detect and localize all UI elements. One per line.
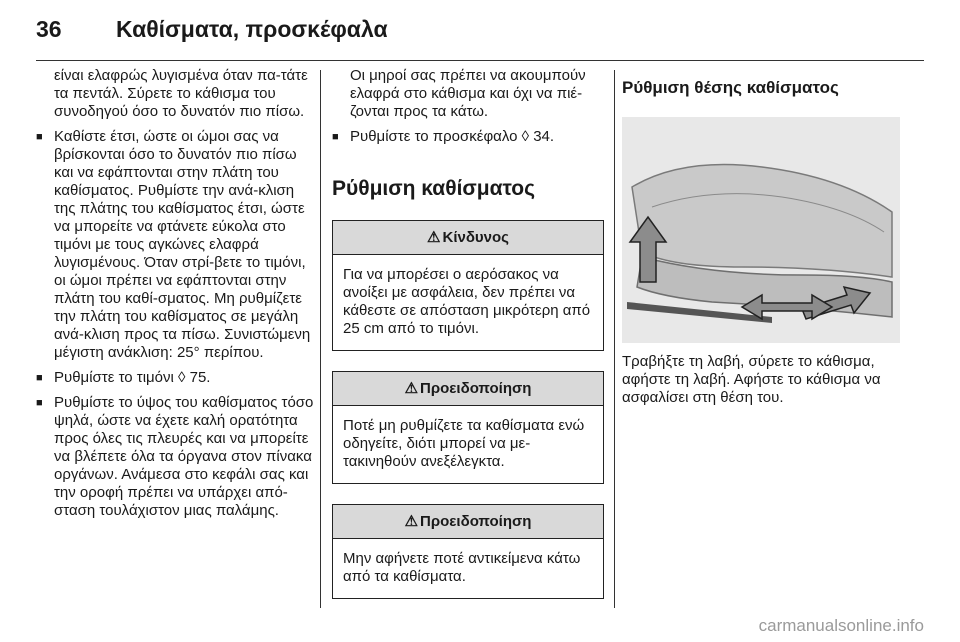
- notice-title: Κίνδυνος: [442, 228, 509, 246]
- bullet-item: ■ Ρυθμίστε το τιμόνι ◊ 75.: [36, 369, 316, 387]
- notice-header: [333, 505, 603, 539]
- warning-icon: ⚠: [427, 228, 441, 246]
- paragraph: είναι ελαφρώς λυγισμένα όταν πα-τάτε τα πεντάλ. Σύρετε το κάθισμα του συνοδηγού όσο το δυνατόν πιο πίσω.: [54, 67, 308, 120]
- warning-icon: ⚠: [404, 379, 419, 397]
- page-title: Καθίσματα, προσκέφαλα: [116, 16, 388, 42]
- column-2: [332, 67, 604, 619]
- notice-body: Για να μπορέσει ο αερόσακος να ανοίξει με ασφάλεια, δεν πρέπει να κάθεστε σε απόσταση μικρότερη από 25 cm από το τιμόνι.: [343, 266, 591, 337]
- bullet-item: ■ Ρυθμίστε το προσκέφαλο ◊ 34.: [332, 128, 604, 146]
- danger-notice: [332, 220, 604, 351]
- notice-header: [333, 372, 603, 406]
- subheading: Ρύθμιση θέσης καθίσματος: [622, 78, 839, 97]
- notice-body: Ποτέ μη ρυθμίζετε τα καθίσματα ενώ οδηγείτε, διότι μπορεί να με-τακινηθούν ανεξέλεγκτα.: [343, 417, 585, 470]
- notice-title: Προειδοποίηση: [420, 379, 532, 397]
- notice-body: Μην αφήνετε ποτέ αντικείμενα κάτω από τα καθίσματα.: [343, 550, 581, 585]
- page-number: 36: [36, 16, 62, 42]
- header-divider: [36, 60, 924, 61]
- notice-title: Προειδοποίηση: [420, 512, 532, 530]
- notice-header: [333, 221, 603, 255]
- warning-icon: ⚠: [404, 512, 419, 530]
- watermark: carmanualsonline.info: [758, 616, 924, 635]
- column-divider: [614, 70, 615, 608]
- warning-notice: [332, 504, 604, 599]
- seat-adjustment-illustration: [622, 117, 900, 343]
- paragraph: Οι μηροί σας πρέπει να ακουμπούν ελαφρά στο κάθισμα και όχι να πιέ-ζονται προς τα κάτω.: [350, 67, 586, 120]
- column-divider: [320, 70, 321, 608]
- column-3: [622, 77, 912, 407]
- bullet-item: ■ Ρυθμίστε το ύψος του καθίσματος τόσο ψηλά, ώστε να έχετε καλή ορατότητα προς όλες τις πλευρές και να μπορείτε να βλέπετε όλα τα όργανα στον πίνακα οργάνων. Ανάμεσα στο κεφάλι σας και την οροφή πρέπει να υπάρχει από-σταση τουλάχιστον μιας παλάμης.: [36, 394, 316, 520]
- column-1: [36, 67, 316, 520]
- section-heading: Ρύθμιση καθίσματος: [332, 177, 536, 200]
- warning-notice: [332, 371, 604, 484]
- figure-caption: Τραβήξτε τη λαβή, σύρετε το κάθισμα, αφήστε τη λαβή. Αφήστε το κάθισμα να ασφαλίσει στη θέση του.: [622, 353, 881, 406]
- bullet-item: ■ Καθίστε έτσι, ώστε οι ώμοι σας να βρίσκονται όσο το δυνατόν πιο πίσω και να εφάπτονται στην πλάτη του καθίσματος. Ρυθμίστε την ανά-κλιση της πλάτης του καθίσματος έτσι, ώστε να μπορείτε να φτάνετε εύκολα στο τιμόνι με τους αγκώνες ελαφρά λυγισμένους. Όταν στρί-βετε το τιμόνι, οι ώμοι πρέπει να εφάπτονται στην πλάτη του καθί-σματος. Μη ρυθμίζετε την πλάτη του καθίσματος σε μεγάλη ανά-κλιση προς τα πίσω. Συνιστώμενη μέγιστη ανάκλιση: 25° περίπου.: [36, 128, 316, 362]
